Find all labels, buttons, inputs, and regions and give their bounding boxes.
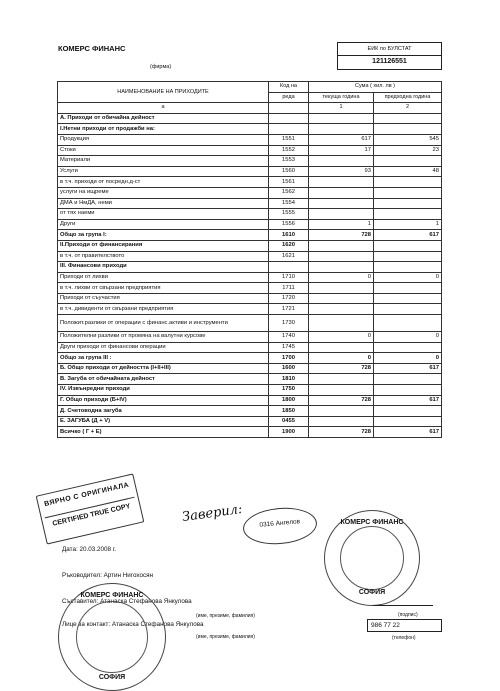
row-previous-value: 617 — [374, 363, 442, 374]
document-date: Дата: 20.03.2008 г. — [62, 546, 116, 553]
header-current-year: текуща година — [309, 92, 374, 103]
oval-stamp-number: 0316 — [259, 520, 275, 529]
row-current-value: 0 — [309, 332, 374, 343]
row-name: I.Нетни приходи от продажби на: — [58, 124, 269, 135]
table-row — [58, 353, 442, 364]
table-row — [58, 134, 442, 145]
table-row — [58, 315, 442, 332]
row-name: Д. Счетоводна загуба — [58, 406, 269, 417]
row-previous-value — [374, 416, 442, 427]
row-name: Общо за група III : — [58, 353, 269, 364]
row-name: услуги на ищреме — [58, 187, 269, 198]
row-code: 1711 — [269, 283, 309, 294]
table-row — [58, 293, 442, 304]
row-name: III. Финансови приходи — [58, 262, 269, 273]
company-seal-right — [324, 510, 420, 606]
row-previous-value: 617 — [374, 395, 442, 406]
row-name: в т.ч. дивиденти от свързани предприятия — [58, 304, 269, 315]
row-previous-value — [374, 240, 442, 251]
row-code: 1721 — [269, 304, 309, 315]
row-previous-value: 48 — [374, 166, 442, 177]
row-code: 1620 — [269, 240, 309, 251]
row-current-value — [309, 342, 374, 353]
row-previous-value — [374, 198, 442, 209]
certified-copy-stamp — [36, 473, 145, 544]
row-code: 1710 — [269, 272, 309, 283]
row-current-value: 728 — [309, 427, 374, 438]
table-row — [58, 385, 442, 396]
contact-line: Лице за контакт: Атанаска Стефанова Янкулова — [62, 621, 204, 628]
oval-stamp-text — [244, 517, 316, 530]
row-code: 1720 — [269, 293, 309, 304]
row-name: А. Приходи от обичайна дейност — [58, 113, 269, 124]
row-current-value — [309, 198, 374, 209]
row-previous-value: 23 — [374, 145, 442, 156]
table-row — [58, 240, 442, 251]
table-row — [58, 262, 442, 273]
row-code: 1800 — [269, 395, 309, 406]
row-name: Продукция — [58, 134, 269, 145]
stamp-line-1: ВЯРНО С ОРИГИНАЛА — [43, 481, 130, 509]
row-code: 1553 — [269, 156, 309, 167]
seal-left-bottom-text: СОФИЯ — [98, 674, 126, 681]
phone-field: 986 77 22 — [367, 619, 442, 632]
table-row — [58, 124, 442, 135]
row-current-value — [309, 209, 374, 220]
row-current-value: 617 — [309, 134, 374, 145]
row-previous-value: 0 — [374, 272, 442, 283]
seal-inner-ring-left — [76, 601, 148, 673]
row-code — [269, 124, 309, 135]
row-code: 1551 — [269, 134, 309, 145]
row-previous-value — [374, 209, 442, 220]
row-previous-value: 0 — [374, 332, 442, 343]
seal-left-top-text: КОМЕРС ФИНАНС — [80, 592, 144, 599]
row-name: Положителни разлики от промяна на валутни курсове — [58, 332, 269, 343]
subheader-blank — [269, 103, 309, 114]
phone-caption: (телефон) — [392, 635, 416, 641]
table-row — [58, 156, 442, 167]
row-name: в т.ч. лихви от свързани предприятия — [58, 283, 269, 294]
row-name: ДМА и НмДА, неми — [58, 198, 269, 209]
row-current-value — [309, 156, 374, 167]
row-code: 1556 — [269, 219, 309, 230]
subheader-a: а — [58, 103, 269, 114]
manager-line: Ръководител: Артин Нигохосян — [62, 572, 154, 579]
row-current-value: 17 — [309, 145, 374, 156]
table-row — [58, 251, 442, 262]
eik-label: ЕИК по БУЛСТАТ — [338, 44, 441, 56]
table-row — [58, 304, 442, 315]
row-current-value — [309, 251, 374, 262]
row-current-value — [309, 315, 374, 332]
table-row — [58, 416, 442, 427]
row-current-value — [309, 385, 374, 396]
row-name: Други — [58, 219, 269, 230]
row-code — [269, 113, 309, 124]
row-code: 1555 — [269, 209, 309, 220]
compiler-caption: (име, презиме, фамилия) — [196, 613, 255, 619]
row-current-value — [309, 262, 374, 273]
row-name: в т.ч. приходи от посредн.д-ст — [58, 177, 269, 188]
table-row — [58, 374, 442, 385]
table-row — [58, 406, 442, 417]
certified-by-signature: Заверил: — [181, 501, 244, 526]
row-code: 1561 — [269, 177, 309, 188]
table-row — [58, 177, 442, 188]
row-previous-value — [374, 113, 442, 124]
row-previous-value — [374, 187, 442, 198]
table-row — [58, 198, 442, 209]
subheader-1: 1 — [309, 103, 374, 114]
row-current-value — [309, 416, 374, 427]
row-previous-value — [374, 156, 442, 167]
company-seal-left — [58, 583, 166, 691]
row-name: Положит.разлики от операции с финанс.активи и инструменти — [58, 315, 269, 332]
row-previous-value — [374, 374, 442, 385]
row-code: 1810 — [269, 374, 309, 385]
row-current-value — [309, 177, 374, 188]
row-code: 1562 — [269, 187, 309, 198]
row-current-value: 1 — [309, 219, 374, 230]
row-current-value — [309, 240, 374, 251]
row-previous-value — [374, 304, 442, 315]
table-row — [58, 272, 442, 283]
row-code: 1554 — [269, 198, 309, 209]
row-current-value: 728 — [309, 230, 374, 241]
row-name: Приходи от лихви — [58, 272, 269, 283]
row-name: Материали — [58, 156, 269, 167]
row-name: Б. Общо приходи от дейността (I+II+III) — [58, 363, 269, 374]
row-previous-value — [374, 406, 442, 417]
eik-value: 121126551 — [372, 58, 407, 65]
row-current-value — [309, 304, 374, 315]
row-code: 1740 — [269, 332, 309, 343]
row-code: 1600 — [269, 363, 309, 374]
oval-stamp-name: Ангелов — [275, 518, 301, 528]
row-current-value: 93 — [309, 166, 374, 177]
row-name: Приходи от съучастия — [58, 293, 269, 304]
row-name: IV. Извънредни приходи — [58, 385, 269, 396]
row-name: Е. ЗАГУБА (Д + V) — [58, 416, 269, 427]
table-row — [58, 166, 442, 177]
seal-inner-ring — [340, 526, 404, 590]
row-name: В. Загуба от обичайната дейност — [58, 374, 269, 385]
table-row — [58, 187, 442, 198]
signature-line — [373, 605, 433, 606]
row-previous-value — [374, 177, 442, 188]
row-code: 1730 — [269, 315, 309, 332]
row-previous-value — [374, 124, 442, 135]
signature-caption: (подпис) — [398, 612, 418, 618]
row-current-value: 0 — [309, 272, 374, 283]
seal-top-text: КОМЕРС ФИНАНС — [340, 519, 404, 526]
row-name: Услуги — [58, 166, 269, 177]
row-previous-value: 617 — [374, 427, 442, 438]
row-name: Г. Общо приходи (Б+IV) — [58, 395, 269, 406]
table-row — [58, 113, 442, 124]
table-row — [58, 332, 442, 343]
row-code: 1850 — [269, 406, 309, 417]
row-previous-value — [374, 385, 442, 396]
row-code: 1750 — [269, 385, 309, 396]
row-current-value — [309, 113, 374, 124]
row-current-value — [309, 124, 374, 135]
table-row — [58, 230, 442, 241]
row-current-value — [309, 293, 374, 304]
table-row — [58, 219, 442, 230]
row-name: Всичко ( Г + Е) — [58, 427, 269, 438]
row-name: II.Приходи от финансирания — [58, 240, 269, 251]
row-previous-value — [374, 262, 442, 273]
row-current-value — [309, 283, 374, 294]
eik-box — [337, 42, 442, 70]
company-caption: (фирма) — [150, 64, 172, 70]
row-name: в т.ч. от правителството — [58, 251, 269, 262]
notary-oval-stamp — [242, 505, 319, 547]
row-current-value — [309, 187, 374, 198]
row-code: 1610 — [269, 230, 309, 241]
row-code: 1900 — [269, 427, 309, 438]
header-code-2: реда — [269, 92, 309, 103]
row-code: 1560 — [269, 166, 309, 177]
row-name: от тях наеми — [58, 209, 269, 220]
subheader-2: 2 — [374, 103, 442, 114]
row-current-value: 0 — [309, 353, 374, 364]
row-previous-value — [374, 293, 442, 304]
table-row — [58, 427, 442, 438]
contact-caption: (име, презиме, фамилия) — [196, 634, 255, 640]
table-row — [58, 209, 442, 220]
table-row — [58, 363, 442, 374]
table-row — [58, 395, 442, 406]
company-name: КОМЕРС ФИНАНС — [58, 44, 126, 53]
row-code: 1552 — [269, 145, 309, 156]
seal-bottom-text: СОФИЯ — [358, 589, 386, 596]
table-row — [58, 342, 442, 353]
row-code: 1621 — [269, 251, 309, 262]
compiler-line: Съставител: Атанаска Стефанова Янкулова — [62, 598, 192, 605]
row-previous-value — [374, 283, 442, 294]
income-table — [57, 81, 442, 438]
row-previous-value — [374, 342, 442, 353]
row-previous-value — [374, 251, 442, 262]
header-name: НАИМЕНОВАНИЕ НА ПРИХОДИТЕ — [58, 82, 269, 103]
table-row — [58, 283, 442, 294]
row-code: 1700 — [269, 353, 309, 364]
stamp-line-2: CERTIFIED TRUE COPY — [51, 502, 132, 528]
row-previous-value: 0 — [374, 353, 442, 364]
row-previous-value: 545 — [374, 134, 442, 145]
row-current-value: 728 — [309, 363, 374, 374]
row-previous-value — [374, 315, 442, 332]
row-name: Общо за група I: — [58, 230, 269, 241]
row-name: Стоки — [58, 145, 269, 156]
row-current-value: 728 — [309, 395, 374, 406]
row-code: 0455 — [269, 416, 309, 427]
table-row — [58, 145, 442, 156]
header-code-1: Код на — [269, 82, 309, 93]
row-current-value — [309, 406, 374, 417]
row-code: 1745 — [269, 342, 309, 353]
header-previous-year: предходна година — [374, 92, 442, 103]
row-current-value — [309, 374, 374, 385]
row-previous-value: 1 — [374, 219, 442, 230]
row-code — [269, 262, 309, 273]
row-name: Други приходи от финансови операции — [58, 342, 269, 353]
table-body — [58, 113, 442, 437]
header-sum: Сума ( хил. лв ) — [309, 82, 442, 93]
row-previous-value: 617 — [374, 230, 442, 241]
